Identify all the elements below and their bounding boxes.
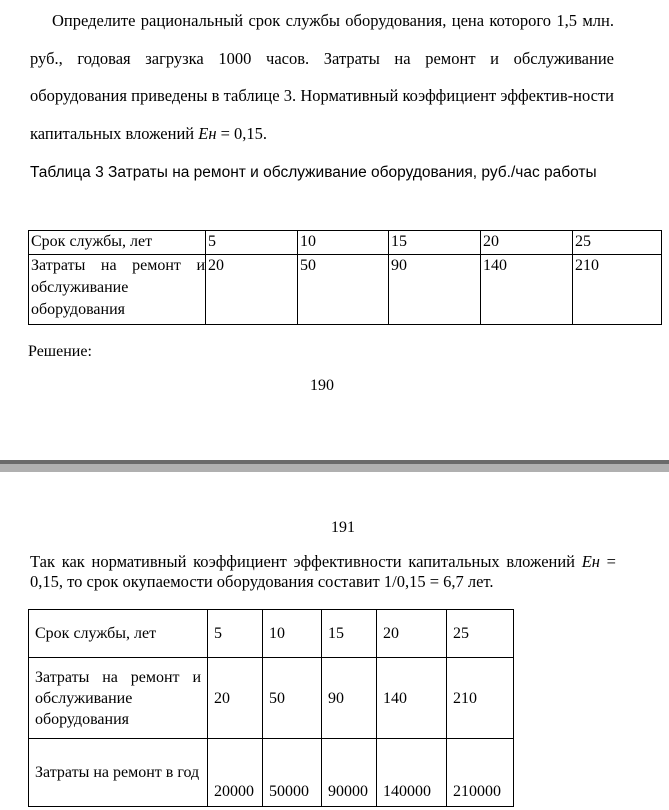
table-cell: 50000 [263, 739, 322, 807]
table-cell: 5 [206, 231, 298, 255]
table-cell: 210 [447, 658, 514, 739]
solution-label: Решение: [28, 343, 92, 360]
table-cell: 10 [298, 231, 389, 255]
table-row [29, 658, 514, 739]
table-row [29, 610, 514, 658]
table-cell: 50 [263, 658, 322, 739]
table-cell: 90 [322, 658, 377, 739]
page-number: 191 [331, 519, 355, 536]
table-row [29, 231, 662, 255]
table-row [29, 255, 662, 325]
table-cell: 25 [573, 231, 662, 255]
row-label: Затраты на ремонт и обслуживание оборудования [29, 658, 208, 739]
table-cell: 25 [447, 610, 514, 658]
solution-post: = 0,15, то срок окупаемости оборудования составит 1/0,15 = 6,7 лет. [30, 552, 616, 591]
table-caption: Таблица 3 Затраты на ремонт и обслуживание оборудования, руб./час работы [30, 164, 597, 181]
page-separator-shadow [0, 464, 669, 472]
annual-costs-table [28, 609, 514, 807]
table-row [29, 739, 514, 807]
table-cell: 90 [389, 255, 481, 325]
table-cell: 20000 [208, 739, 263, 807]
table-cell: 5 [208, 610, 263, 658]
costs-table [28, 230, 662, 325]
solution-pre: Так как нормативный коэффициент эффективности капитальных вложений [30, 552, 582, 571]
table-cell: 20 [206, 255, 298, 325]
table-cell: 20 [377, 610, 447, 658]
solution-text [30, 552, 616, 592]
coefficient-symbol: Ен [581, 552, 600, 571]
table-cell: 10 [263, 610, 322, 658]
table-cell: 15 [389, 231, 481, 255]
page-number: 190 [310, 377, 334, 394]
table-cell: 140000 [377, 739, 447, 807]
table-cell: 210000 [447, 739, 514, 807]
table-cell: 15 [322, 610, 377, 658]
table-cell: 90000 [322, 739, 377, 807]
table-cell: 140 [481, 255, 573, 325]
table-cell: 140 [377, 658, 447, 739]
row-label: Срок службы, лет [29, 610, 208, 658]
problem-statement [30, 2, 614, 152]
table-cell: 50 [298, 255, 389, 325]
row-label: Срок службы, лет [29, 231, 206, 255]
problem-suffix: = 0,15. [216, 123, 268, 143]
coefficient-symbol: Ен [198, 123, 217, 143]
problem-text: Определите рациональный срок службы оборудования, цена которого 1,5 млн. руб., годовая загрузка 1000 часов. Затраты на ремонт и обслуживание оборудования приведены в таблице 3. Нормативный коэффициент эффектив-ности капитальных вложений [30, 11, 614, 143]
row-label: Затраты на ремонт и обслуживание оборудования [29, 255, 206, 325]
table-cell: 20 [208, 658, 263, 739]
row-label: Затраты на ремонт в год [29, 739, 208, 807]
table-cell: 210 [573, 255, 662, 325]
table-cell: 20 [481, 231, 573, 255]
